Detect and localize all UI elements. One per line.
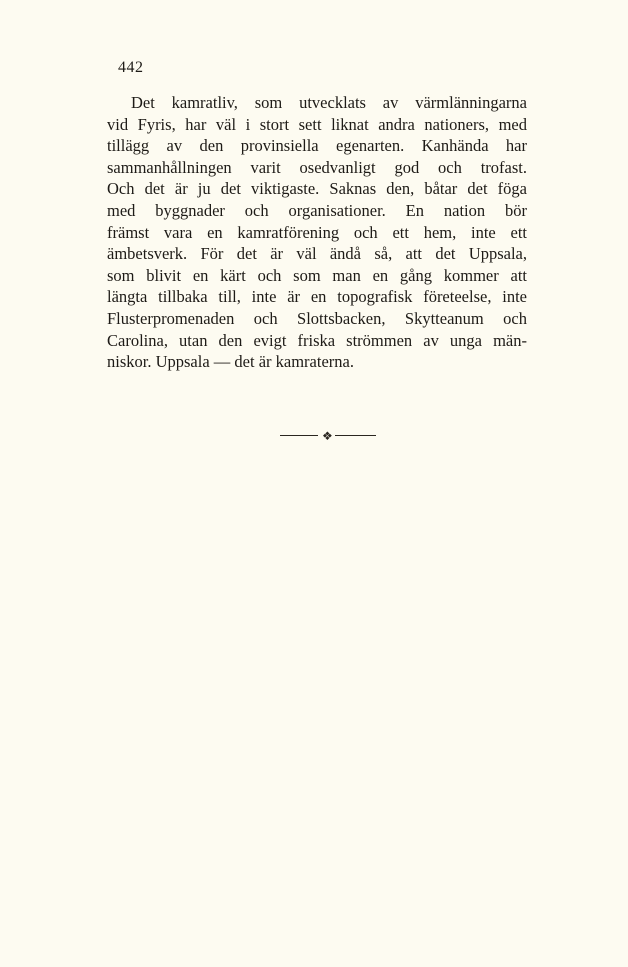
text-line: Det kamratliv, som utvecklats av värmlänningarna xyxy=(131,93,527,112)
text-line: niskor. Uppsala — det är kamraterna. xyxy=(107,352,354,372)
text-line: längta tillbaka till, inte är en topografisk företeelse, inte xyxy=(107,287,527,307)
text-line: ämbetsverk. För det är väl ändå så, att det Uppsala, xyxy=(107,244,527,264)
text-line: tillägg av den provinsiella egenarten. Kanhända har xyxy=(107,136,527,156)
text-line: sammanhållningen varit osedvanligt god och trofast. xyxy=(107,157,527,177)
body-paragraph xyxy=(107,92,527,373)
text-line: Carolina, utan den evigt friska strömmen av unga män- xyxy=(107,330,527,350)
page-number: 442 xyxy=(118,59,144,76)
text-line: med byggnader och organisationer. En nation bör xyxy=(107,200,527,220)
ornament-rule-right xyxy=(335,435,376,436)
diamond-ornament-icon: ❖ xyxy=(322,429,333,443)
text-line: som blivit en kärt och som man en gång kommer att xyxy=(107,265,527,285)
section-ornament xyxy=(280,428,376,444)
text-line: främst vara en kamratförening och ett hem, inte ett xyxy=(107,222,527,242)
text-line: Och det är ju det viktigaste. Saknas den, båtar det föga xyxy=(107,179,527,199)
ornament-rule-left xyxy=(280,435,318,436)
text-line: Flusterpromenaden och Slottsbacken, Skytteanum och xyxy=(107,308,527,328)
text-line: vid Fyris, har väl i stort sett liknat andra nationers, med xyxy=(107,114,527,134)
